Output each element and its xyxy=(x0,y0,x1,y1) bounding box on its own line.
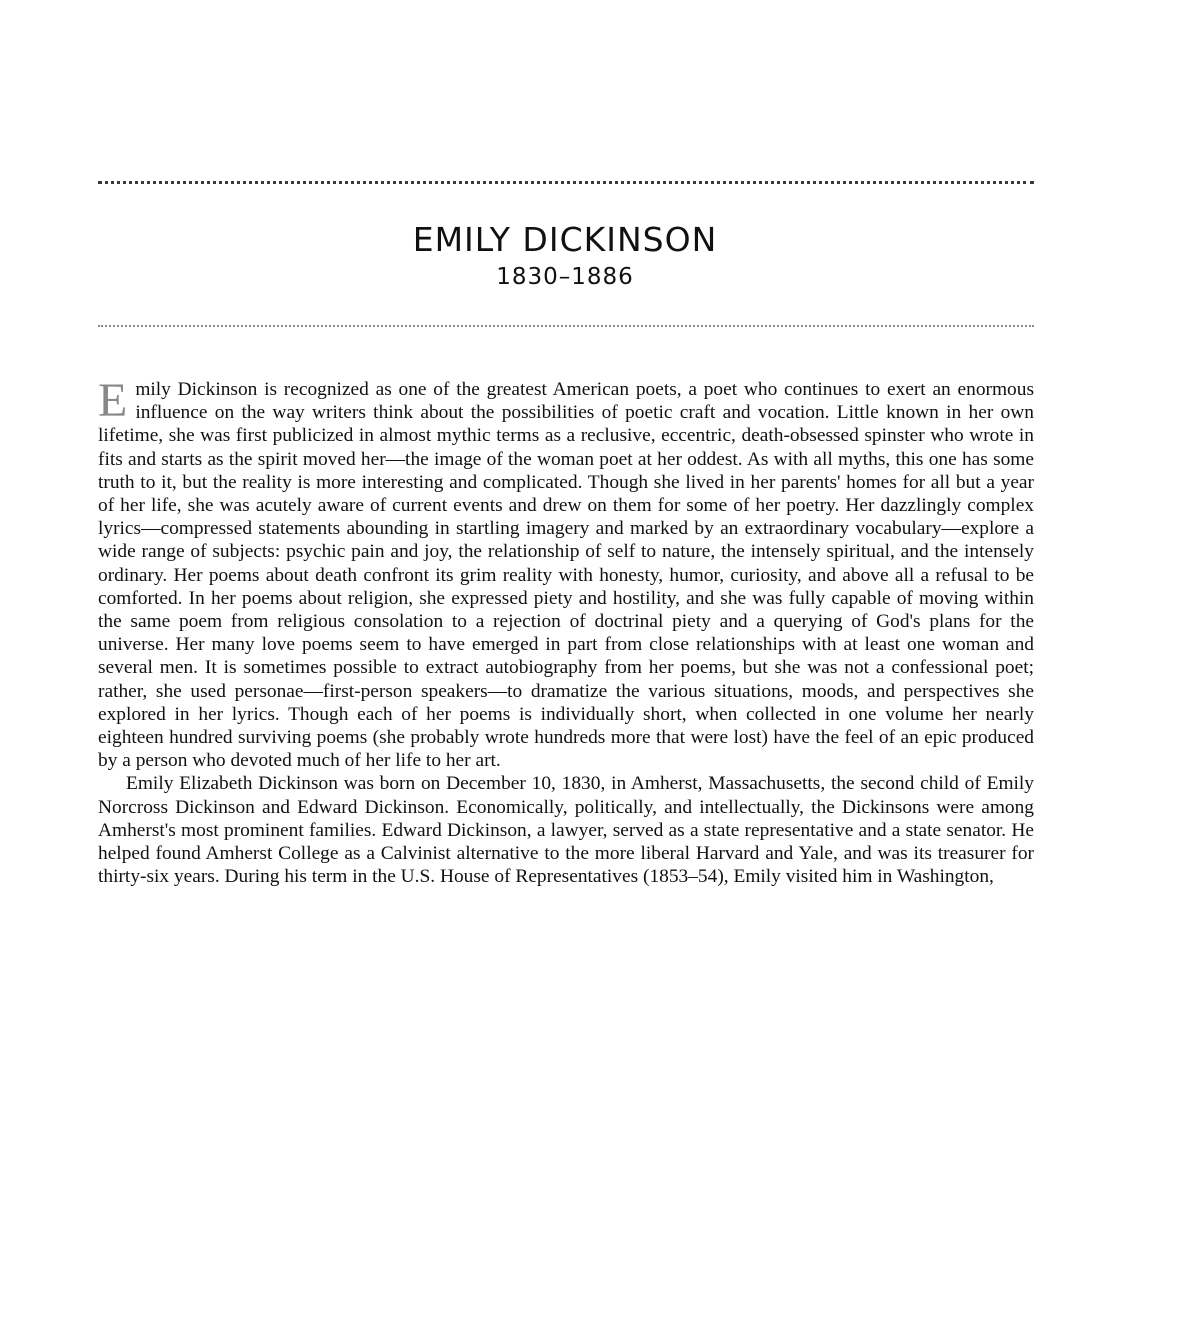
drop-cap: E xyxy=(98,374,128,427)
page-title: EMILY DICKINSON xyxy=(412,220,718,259)
paragraph-1-text: mily Dickinson is recognized as one of the greatest American poets, a poet who continues to exert an enormous influence on the way writers think about the possibilities of poetic craft and vocation. Little known in her own lifetime, she was first publicized in almost mythic terms as a reclusive, eccentric, death-obsessed spinster who wrote in fits and starts as the spirit moved her—the image of the woman poet at her oddest. As with all myths, this one has some truth to it, but the reality is more interesting and complicated. Though she lived in her parents' homes for all but a year of her life, she was acutely aware of current events and drew on them for some of her poetry. Her dazzlingly complex lyrics—compressed statements abounding in startling imagery and marked by an extraordinary vocabulary—explore a wide range of subjects: psychic pain and joy, the relationship of self to nature, the intensely spiritual, and the intensely ordinary. Her poems about death confront its grim reality with honesty, humor, curiosity, and above all a refusal to be comforted. In her poems about religion, she expressed piety and hostility, and she was fully capable of moving within the same poem from religious consolation to a rejection of doctrinal piety and a querying of God's plans for the universe. Her many love poems seem to have emerged in part from close relationships with at least one woman and several men. It is sometimes possible to extract autobiography from her poems, but she was not a confessional poet; rather, she used personae—first-person speakers—to dramatize the various situations, moods, and perspectives she explored in her lyrics. Though each of her poems is individually short, when collected in one volume her nearly eighteen hundred surviving poems (she probably wrote hundreds more that were lost) have the feel of an epic produced by a person who devoted much of her life to her art. xyxy=(98,379,1034,772)
top-dotted-rule xyxy=(98,181,1034,184)
article-body xyxy=(98,374,1034,888)
bottom-dotted-rule xyxy=(98,325,1034,327)
life-dates: 1830–1886 xyxy=(496,264,634,290)
paragraph-2: Emily Elizabeth Dickinson was born on December 10, 1830, in Amherst, Massachusetts, the second child of Emily Norcross Dickinson and Edward Dickinson. Economically, politically, and intellectually, the Dickinsons were among Amherst's most prominent families. Edward Dickinson, a lawyer, served as a state representative and a state senator. He helped found Amherst College as a Calvinist alternative to the more liberal Harvard and Yale, and was its treasurer for thirty-six years. During his term in the U.S. House of Representatives (1853–54), Emily visited him in Washington, xyxy=(98,773,1034,888)
paragraph-1 xyxy=(98,374,1034,772)
